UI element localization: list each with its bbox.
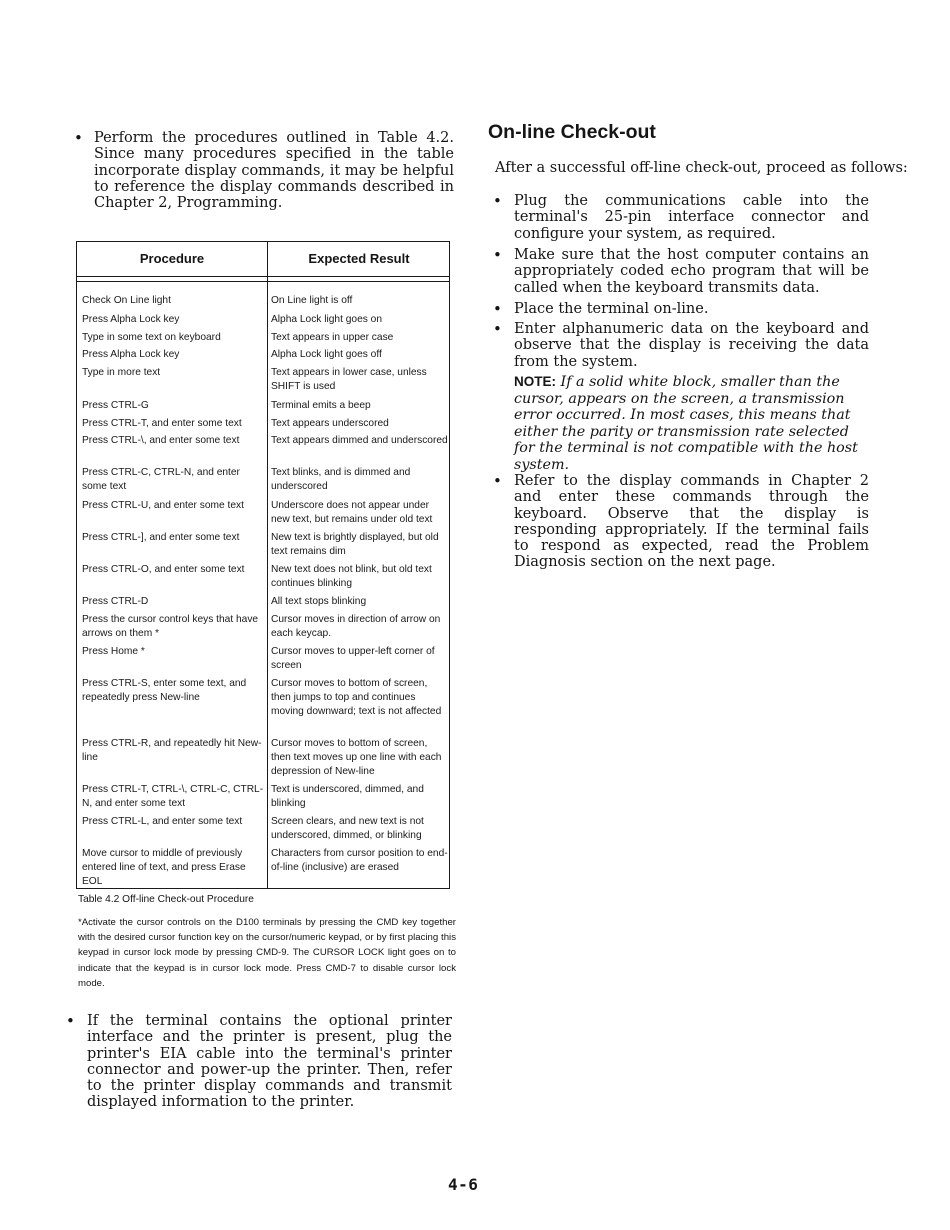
procedure-cell: Press CTRL-G — [82, 400, 149, 411]
intro-bullet-text: Perform the procedures outlined in Table 4.2. Since many procedures specified in the table incorporate display commands, it may be helpful to reference the display commands described in Chapter 2, Programming. — [94, 130, 454, 212]
result-cell: Text appears in lower case, unless SHIFT is used — [271, 367, 427, 392]
procedure-cell: Press CTRL-\, and enter some text — [82, 435, 240, 446]
online-step-bullet — [493, 193, 869, 242]
printer-bullet-text: If the terminal contains the optional printer interface and the printer is present, plug the printer's EIA cable into the terminal's printer connector and power-up the printer. Then, refer to the printer display commands and transmit displayed information to the printer. — [87, 1013, 452, 1111]
bullet-marker: • — [493, 246, 502, 264]
online-step-bullet — [493, 247, 869, 296]
procedure-cell: Press CTRL-R, and repeatedly hit New-line — [82, 738, 262, 763]
result-cell: Cursor moves to upper-left corner of screen — [271, 646, 435, 671]
result-cell: Text appears in upper case — [271, 332, 394, 343]
result-cell: Alpha Lock light goes on — [271, 314, 383, 325]
table-column-divider — [267, 242, 268, 888]
section-intro: After a successful off-line check-out, proceed as follows: — [495, 160, 908, 176]
procedure-cell: Press CTRL-S, enter some text, and repeatedly press New-line — [82, 678, 247, 703]
procedure-cell: Press CTRL-D — [82, 596, 149, 607]
result-cell: New text is brightly displayed, but old text remains dim — [271, 532, 439, 557]
procedure-table — [76, 241, 450, 889]
procedure-cell: Press Alpha Lock key — [82, 314, 180, 325]
result-cell: New text does not blink, but old text continues blinking — [271, 564, 432, 589]
procedure-cell: Type in more text — [82, 367, 161, 378]
result-cell: Text appears underscored — [271, 418, 389, 429]
table-footnote: *Activate the cursor controls on the D100 terminals by pressing the CMD key together with the desired cursor function key on the cursor/numeric keypad, or by first placing this keypad in cursor lock mode by pressing CMD-9. The CURSOR LOCK light goes on to indicate that the keypad is in cursor lock mode. Press CMD-7 to disable cursor lock mode. — [78, 917, 456, 989]
result-cell: Text is underscored, dimmed, and blinking — [271, 784, 424, 809]
intro-bullet — [74, 130, 454, 211]
procedure-cell: Press Home * — [82, 646, 145, 657]
procedure-cell: Move cursor to middle of previously entered line of text, and press Erase EOL — [82, 848, 246, 887]
transmission-error-note — [514, 374, 869, 474]
result-cell: All text stops blinking — [271, 596, 367, 607]
procedure-cell: Press CTRL-T, and enter some text — [82, 418, 242, 429]
page-number: 4-6 — [448, 1175, 479, 1194]
bullet-marker: • — [493, 300, 502, 318]
online-step-text: Place the terminal on-line. — [514, 301, 709, 317]
result-cell: Cursor moves to bottom of screen, then text moves up one line with each depression of New-line — [271, 738, 442, 777]
procedure-cell: Check On Line light — [82, 295, 171, 306]
table-header-rule-double — [77, 281, 449, 282]
result-cell: Alpha Lock light goes off — [271, 349, 382, 360]
bullet-marker: • — [74, 129, 83, 147]
online-step-bullet — [493, 321, 869, 370]
result-cell: Cursor moves to bottom of screen, then jumps to top and continues moving downward; text is not affected — [271, 678, 442, 717]
procedure-cell: Press CTRL-T, CTRL-\, CTRL-C, CTRL-N, and enter some text — [82, 784, 264, 809]
result-cell: Underscore does not appear under new text, but remains under old text — [271, 500, 433, 525]
table-header-rule — [77, 276, 449, 277]
header-procedure: Procedure — [139, 251, 205, 266]
procedure-cell: Press the cursor control keys that have arrows on them * — [82, 614, 259, 639]
online-step-text: Plug the communications cable into the terminal's 25-pin interface connector and configure your system, as required. — [514, 193, 869, 242]
bullet-marker: • — [66, 1012, 75, 1030]
result-cell: Terminal emits a beep — [271, 400, 371, 411]
result-cell: Screen clears, and new text is not underscored, dimmed, or blinking — [271, 816, 424, 841]
procedure-cell: Press CTRL-U, and enter some text — [82, 500, 244, 511]
online-step-bullet — [493, 473, 869, 571]
result-cell: Text appears dimmed and underscored — [271, 435, 448, 446]
procedure-cell: Press Alpha Lock key — [82, 349, 180, 360]
section-heading: On-line Check-out — [488, 121, 656, 143]
result-cell: On Line light is off — [271, 295, 353, 306]
result-cell: Characters from cursor position to end-of-line (inclusive) are erased — [271, 848, 448, 873]
header-expected-result: Expected Result — [308, 251, 410, 266]
note-label: NOTE: — [514, 374, 556, 389]
bullet-marker: • — [493, 472, 502, 490]
result-cell: Text blinks, and is dimmed and underscored — [271, 467, 411, 492]
printer-bullet — [66, 1013, 452, 1111]
procedure-cell: Type in some text on keyboard — [82, 332, 221, 343]
note-text: If a solid white block, smaller than the cursor, appears on the screen, a transmission error occurred. In most cases, this means that either the parity or transmission rate selected for the terminal is not compatible with the host system. — [514, 374, 858, 473]
bullet-marker: • — [493, 320, 502, 338]
table-caption: Table 4.2 Off-line Check-out Procedure — [78, 894, 254, 905]
online-step-text: Enter alphanumeric data on the keyboard and observe that the display is receiving the data from the system. — [514, 321, 869, 370]
procedure-cell: Press CTRL-], and enter some text — [82, 532, 240, 543]
bullet-marker: • — [493, 192, 502, 210]
online-step-text: Refer to the display commands in Chapter 2 and enter these commands through the keyboard. Observe that the display is responding appropriately. If the terminal fails to respond as expected, read the Problem Diagnosis section on the next page. — [514, 473, 869, 571]
procedure-cell: Press CTRL-O, and enter some text — [82, 564, 245, 575]
online-step-bullet — [493, 301, 869, 317]
result-cell: Cursor moves in direction of arrow on each keycap. — [271, 614, 441, 639]
online-step-text: Make sure that the host computer contains an appropriately coded echo program that will be called when the keyboard transmits data. — [514, 247, 869, 296]
procedure-cell: Press CTRL-C, CTRL-N, and enter some text — [82, 467, 240, 492]
procedure-cell: Press CTRL-L, and enter some text — [82, 816, 243, 827]
